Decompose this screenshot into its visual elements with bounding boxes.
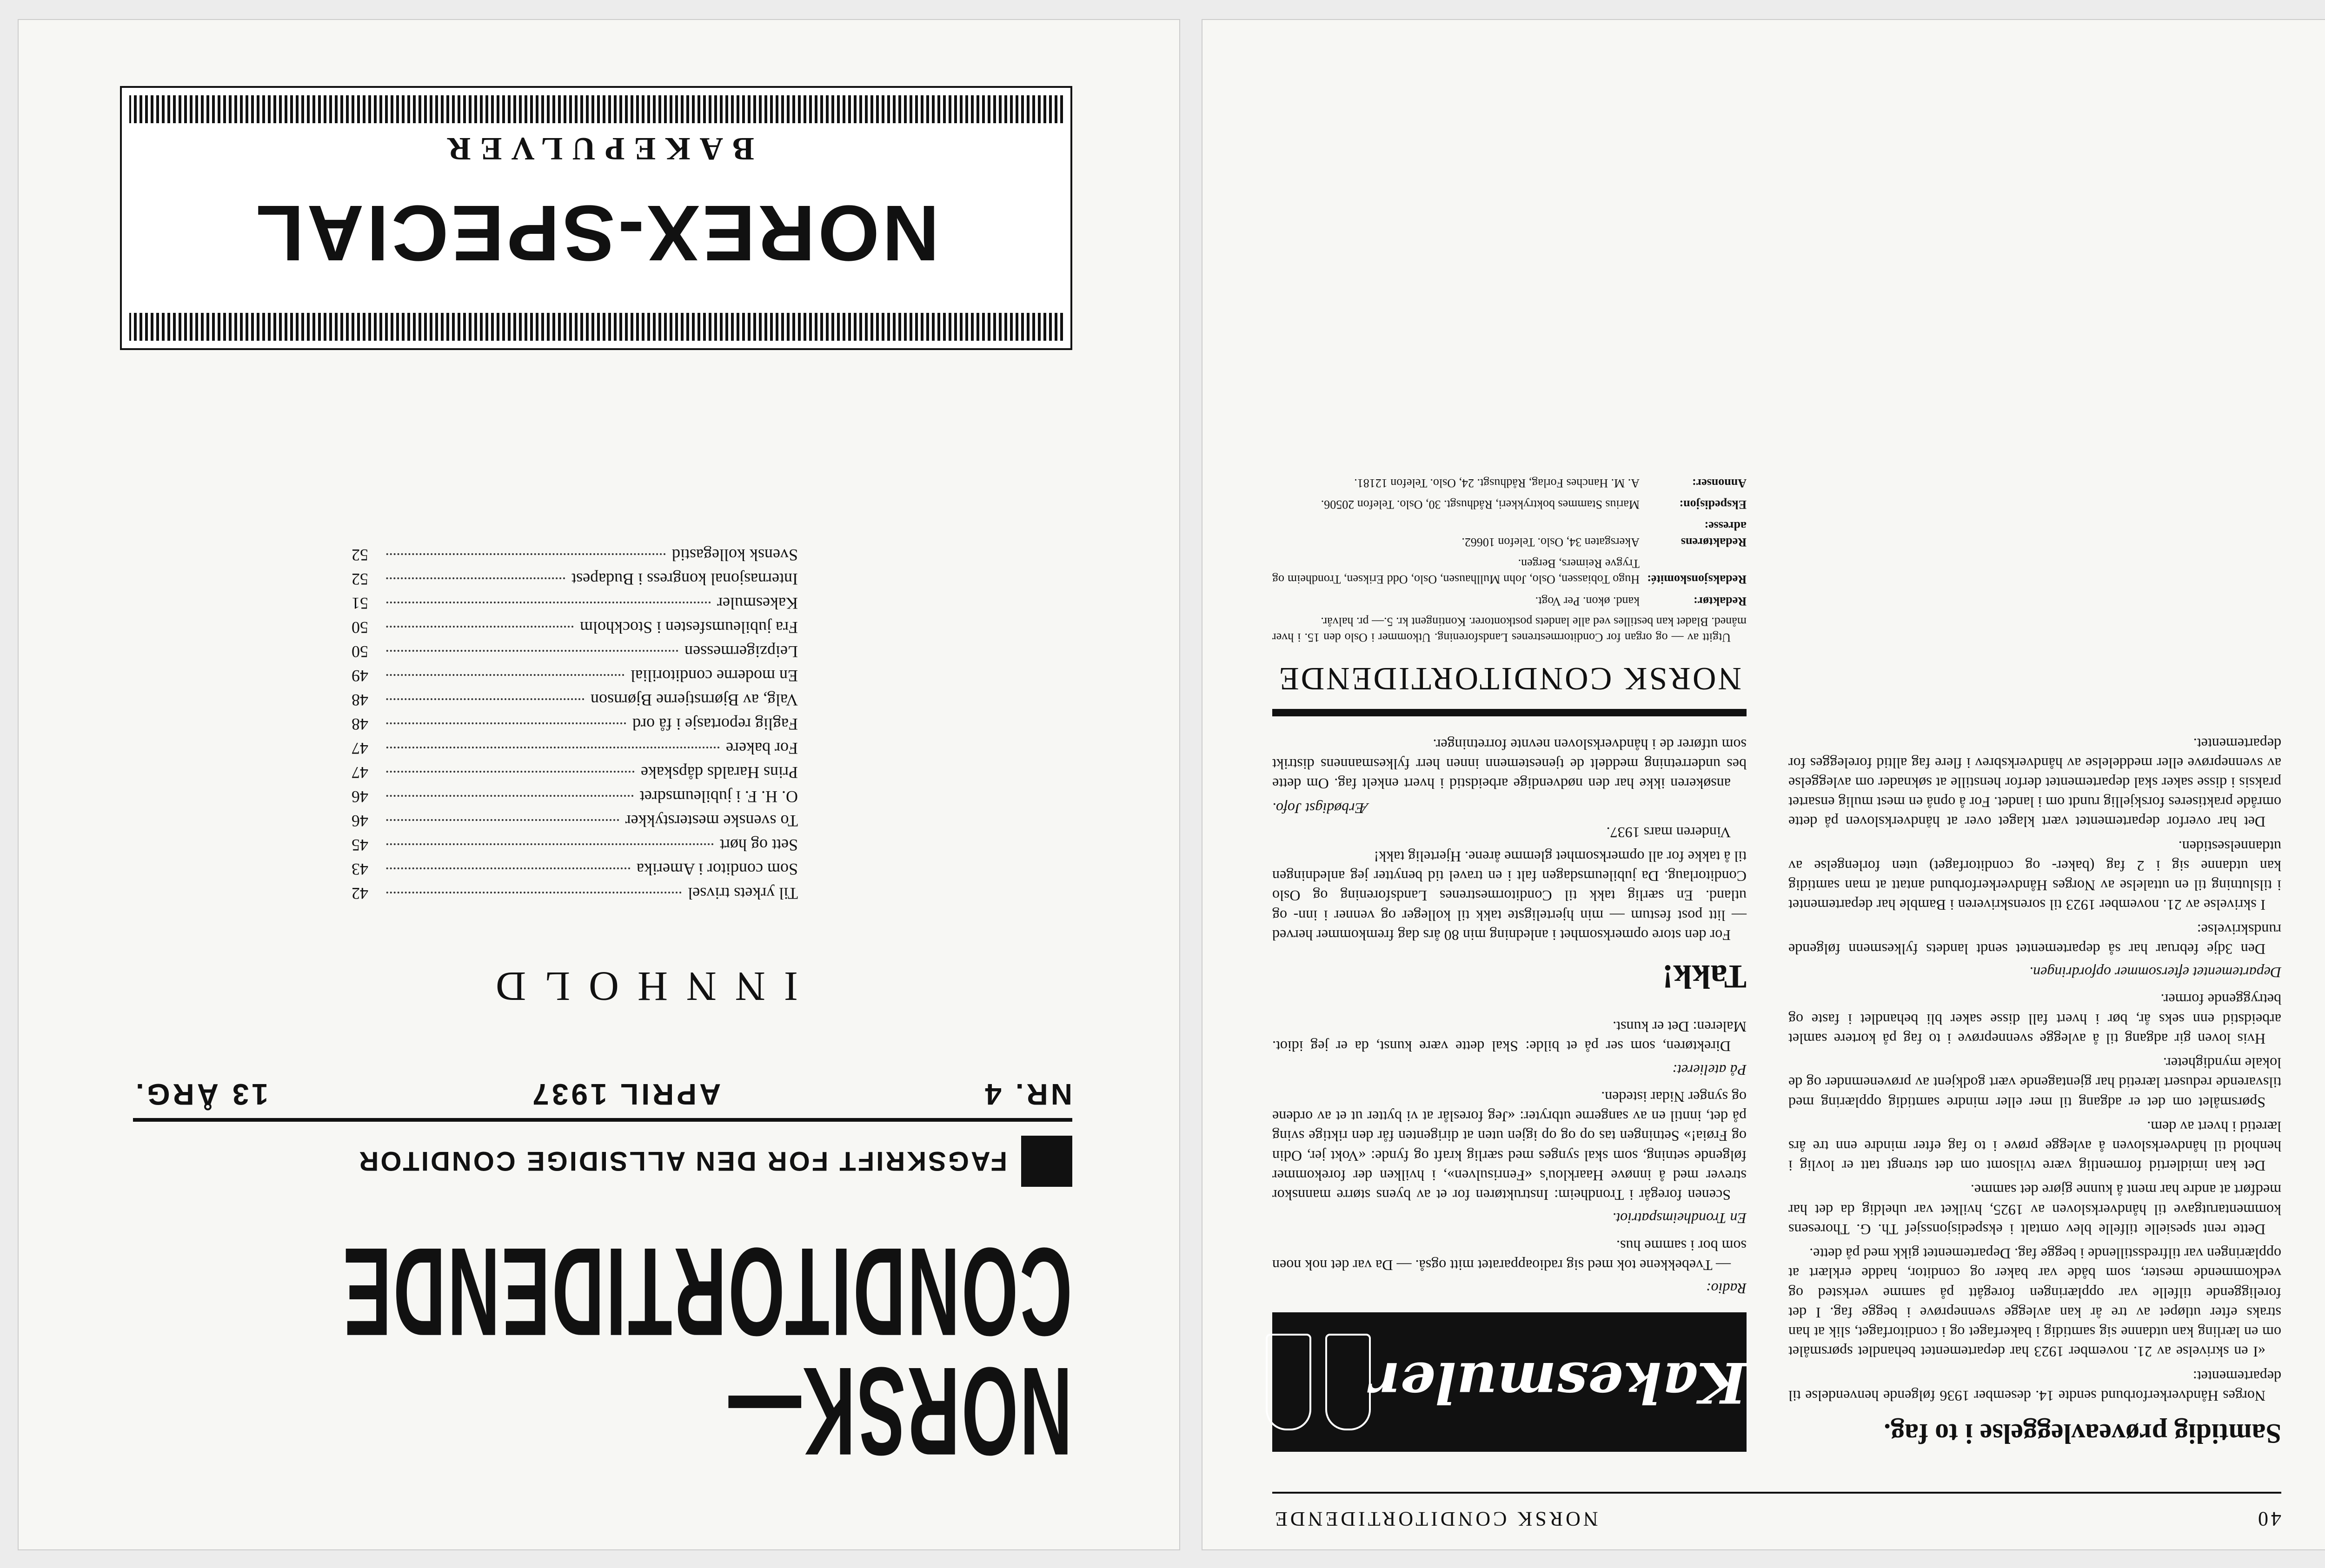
- atelier-heading: På atelieret:: [1672, 1061, 1747, 1078]
- toc-item: [352, 686, 798, 710]
- toc-item-title: Sett og hørt: [720, 836, 798, 854]
- toc-item-title: En moderne conditorilial: [631, 667, 798, 685]
- toc-item-title: Prins Haralds dåpskake: [641, 763, 798, 782]
- toc-leader-dots: [386, 577, 565, 579]
- article-paragraph: Den 3dje februar har så departementet sendt landets fylkesmenn følgende rundskrivelse:: [1788, 921, 2281, 958]
- masthead-key: Annonser:: [1692, 476, 1747, 490]
- thanks-date: Vinderen mars 1937.: [1606, 824, 1731, 841]
- toc-leader-dots: [386, 771, 634, 773]
- toc-item: [352, 855, 798, 879]
- tagline: FAGSKRIFT FOR DEN ALLSIDIGE CONDITOR: [357, 1146, 1007, 1177]
- toc-item-title: O. H. F. i jubileumsdret: [639, 787, 798, 806]
- article-paragraph: Hvis loven gir adgang til å avlegge svenneprøve i to fag på kortere samlet arbeidstid enn seks år, bør i hvert fall disse saker bli behandlet i faste og betryggende former.: [1788, 991, 2281, 1047]
- toc-item-title: Internasjonal kongress i Budapest: [571, 570, 798, 589]
- masthead-value: A. M. Hanches Forlag, Rådhusgt. 24, Oslo. Telefon 12181.: [1354, 476, 1640, 490]
- masthead-value: Hugo Tobiassen, Oslo, John Mullhausen, Oslo, Odd Eriksen, Trondheim og Trygve Reimers, Bergen.: [1272, 556, 1640, 587]
- misc-column: [1272, 469, 1747, 1452]
- toc-item-page: 48: [352, 691, 368, 709]
- issue-date: APRIL 1937: [530, 1078, 721, 1111]
- toc-item: [352, 734, 798, 758]
- cover-title-line2: CONDITORTIDENDE: [341, 1222, 1072, 1362]
- toc-item: [352, 565, 798, 589]
- masthead-row: [1272, 475, 1747, 490]
- toc-item-title: Som conditor i Amerika: [637, 860, 798, 879]
- toc-item-title: For bakere: [726, 739, 798, 758]
- toc-item-page: 50: [352, 642, 368, 661]
- toc-item-page: 43: [352, 860, 368, 879]
- toc-item-title: Svensk kollegastid: [672, 546, 798, 564]
- toc-item-page: 52: [352, 546, 368, 564]
- left-page: [1202, 20, 2325, 1549]
- masthead: [1272, 475, 1747, 716]
- toc-item-title: Til yrkets trivsel: [688, 884, 798, 903]
- masthead-row: [1272, 593, 1747, 609]
- toc-leader-dots: [386, 553, 665, 555]
- thanks-title: Takk!: [1662, 958, 1747, 995]
- toc-leader-dots: [386, 867, 630, 869]
- toc-item-title: Faglig reportasje i få ord: [632, 715, 798, 734]
- article-paragraph: «I en skrivelse av 21. november 1923 har departementet behandlet spørsmålet om en lærling kan utdanne sig samtidig i bakerfaget og i conditorfaget, slik at han straks efter utløpet av tre år kan avlegge svenneprøve i begge fag. I det foreliggende tilfelle var opplæringen foregått på samme verksted og vedkommende mester, som både var baker og conditor, hadde erklært at opplæringen var tilfredsstillende i begge fag. Departementet gikk med på dette.: [1788, 1245, 2281, 1361]
- toc-heading: INNHOLD: [477, 963, 798, 1009]
- masthead-row: [1272, 518, 1747, 550]
- toc-item-title: Leipzigermessen: [684, 642, 798, 661]
- toc-leader-dots: [386, 674, 624, 676]
- toc-item-title: Kakesmuler: [717, 594, 798, 613]
- article-paragraph: Spørsmålet om det er adgang til mer eller mindre samtidig opplæring med tilsvarende redusert læretid har gjentagende vært godkjent av prøvenemnder og de lokale myndigheter.: [1788, 1055, 2281, 1111]
- toc-item-page: 48: [352, 715, 368, 734]
- toc-leader-dots: [386, 602, 711, 603]
- masthead-intro: Utgitt av — og organ for Conditormestrenes Landsforening. Utkommer i Oslo den 15. i hver måned. Bladet kan bestilles ved alle landets postkontorer. Kontingent kr. 5.— pr. halvår.: [1272, 615, 1747, 645]
- toc-item-page: 47: [352, 763, 368, 782]
- article-paragraph: Det kan imidlertid formentlig være tvilsomt om det strengt tatt er lovlig i henhold til håndverksloven å avlegge prøve i to fag efter mindre enn tre års læretid i hvert av dem.: [1788, 1118, 2281, 1175]
- masthead-key: Redaksjonskomité:: [1647, 573, 1747, 587]
- decorative-stripe: [129, 95, 1063, 123]
- toc-item-title: Fra jubileumsfesten i Stockholm: [580, 618, 798, 637]
- toc-item-page: 46: [352, 787, 368, 806]
- toc-item-page: 47: [352, 739, 368, 758]
- cover-title-line1: NORSK—: [726, 1341, 1072, 1481]
- issue-number: NR. 4: [982, 1078, 1072, 1111]
- toc-item-page: 50: [352, 618, 368, 637]
- masthead-row: [1272, 496, 1747, 512]
- bakers-illustration: [1266, 1334, 1371, 1430]
- masthead-value: Marius Stammes boktrykkeri, Rådhusgt. 30, Oslo. Telefon 20506.: [1321, 498, 1640, 511]
- trondheim-text: Scenen foregår i Trondheim: Instruktøren for et av byens større mannskor strever med å innøve Haarklou's «Fenrisulven», i hvilken der forekommer følgende setning, som skal synges med særlig kraft og fynde: «Vokt jer, Odin og Frøia!» Setningen tas op og op igjen uten at dirigenten får den riktige sving på det, inntil en av sangerne utbryter: «Jeg foreslår at vi bytter ut et av ordene og synger Nidar isteden.: [1272, 1088, 1747, 1204]
- toc-leader-dots: [386, 819, 619, 821]
- toc-item: [352, 589, 798, 613]
- tagline-row: [358, 1136, 1072, 1187]
- masthead-value: kand. økon. Per Vogt.: [1535, 594, 1640, 608]
- toc-item: [352, 879, 798, 903]
- header-rule: [1272, 1492, 2281, 1494]
- notice-text: ansøkeren ikke har den nødvendige arbeidstid i hvert enkelt fag. Om dette bes underretning meddelt de tjenestemenn innen herr fylkesmannens distrikt som utfører de i håndverksloven nevnte forretninger.: [1272, 736, 1747, 793]
- decorative-stripe: [129, 313, 1063, 341]
- toc-item: [352, 662, 798, 686]
- toc-item: [352, 758, 798, 782]
- cover-title: [0, 1222, 1072, 1481]
- atelier-text: Direktøren, som ser på et bilde: Skal dette være kunst, da er jeg idiot. Maleren: Det er kunst.: [1272, 1019, 1747, 1055]
- toc-item: [352, 613, 798, 637]
- article-title: Samtidig prøveavleggelse i to fag.: [1884, 1418, 2281, 1449]
- masthead-title: NORSK CONDITORTIDENDE: [1277, 660, 1742, 696]
- running-head: [1272, 1507, 2281, 1531]
- thanks-signature: Ærbødigst Jofo.: [1272, 800, 1368, 817]
- toc-item: [352, 807, 798, 831]
- cover-page: [19, 20, 1179, 1549]
- toc-item: [352, 710, 798, 734]
- table-of-contents: [352, 541, 798, 903]
- toc-item-page: 42: [352, 884, 368, 903]
- radio-heading: Radio:: [1706, 1280, 1747, 1297]
- kakesmuler-banner: [1272, 1312, 1747, 1452]
- toc-leader-dots: [386, 722, 626, 724]
- article-column: [1788, 729, 2281, 1452]
- radio-text: — Tvebekkene tok med sig radioapparatet mitt også. — Da var det nok noen som bor i samme hus.: [1272, 1237, 1747, 1274]
- page-number: 40: [2255, 1508, 2281, 1530]
- toc-leader-dots: [386, 747, 719, 748]
- masthead-key: Redaktørens adresse:: [1681, 519, 1747, 549]
- toc-item: [352, 831, 798, 855]
- article-paragraph: Norges Håndverkerforbund sendte 14. desember 1936 følgende henvendelse til departementet:: [1788, 1368, 2281, 1404]
- kakesmuler-title: Kakesmuler: [1370, 1350, 1747, 1416]
- thanks-text: For den store opmerksomhet i anledning min 80 års dag fremkommer herved — litt post festum — min hjerteligste takk til kolleger og venner i inn- og utland. En særlig takk til Conditormestrenes Landsforening og Oslo Conditorlaug. Da jubileumsdagen falt i en travel tid benytter jeg anledningen til å takke for all opmerksomhet glemme årene. Hjertelig takk!: [1272, 848, 1747, 944]
- tagline-block-icon: [1021, 1136, 1072, 1187]
- toc-leader-dots: [386, 795, 633, 797]
- article-subhead: Departementet eftersommer opfordringen.: [2029, 964, 2281, 981]
- toc-item-page: 51: [352, 594, 368, 613]
- toc-item-page: 49: [352, 667, 368, 685]
- trondheim-heading: En Trondheimspatriot.: [1612, 1210, 1747, 1227]
- article-paragraph: Det har overfor departementet vært klaget over at håndverksloven på dette område praktiseres forskjellig rundt om i landet. For å opnå en mest mulig ensartet praksis i disse saker skal departementet derfor henstille at søknader om avleggelse av svenneprøve eller meddelelse av håndverksbrev i flere fag alltid forelegges for departementet.: [1788, 735, 2281, 831]
- masthead-key: Ekspedisjon:: [1679, 498, 1747, 511]
- toc-item: [352, 541, 798, 565]
- masthead-key: Redaktør:: [1693, 594, 1747, 608]
- toc-item-page: 46: [352, 812, 368, 830]
- norex-ad-title: NOREX-SPECIAL: [253, 189, 939, 277]
- toc-leader-dots: [386, 650, 678, 652]
- toc-leader-dots: [386, 626, 573, 628]
- masthead-row: [1272, 556, 1747, 588]
- issue-info: [133, 1077, 1072, 1122]
- baker-figure-icon: [1266, 1334, 1311, 1430]
- toc-item: [352, 637, 798, 662]
- baker-figure-icon: [1325, 1334, 1371, 1430]
- toc-leader-dots: [386, 698, 584, 700]
- issue-volume: 13 ÅRG.: [133, 1078, 268, 1111]
- article-paragraph: I skrivelse av 21. november 1923 til sorenskriveren i Bamble har departementet i tilslutning til en uttalelse av Norges Håndverkerforbund antatt at man samtidig kan utdanne sig i 2 fag (baker- og conditorfaget) uten forlengelse av utdannelsestiden.: [1788, 838, 2281, 914]
- toc-item: [352, 782, 798, 807]
- masthead-value: Akersgaten 34, Oslo. Telefon 10662.: [1461, 535, 1640, 549]
- norex-ad-subtitle: BAKEPULVER: [438, 131, 754, 166]
- toc-item-title: To svenske mesterstykker: [625, 812, 798, 830]
- running-head-title: NORSK CONDITORTIDENDE: [1272, 1508, 1598, 1530]
- toc-item-title: Valg, av Bjørnstjerne Bjørnson: [591, 691, 798, 709]
- toc-leader-dots: [386, 892, 681, 893]
- toc-item-page: 52: [352, 570, 368, 589]
- toc-leader-dots: [386, 843, 713, 845]
- article-paragraph: Dette rent spesielle tilfelle blev omtalt i ekspedisjonssjef Th. G. Thoresens kommentarutgave til håndverksloven av 1925, hvilket var uheldig da det har medført at andre har ment å kunne gjøre det samme.: [1788, 1182, 2281, 1238]
- norex-ad: [120, 86, 1072, 350]
- toc-item-page: 45: [352, 836, 368, 854]
